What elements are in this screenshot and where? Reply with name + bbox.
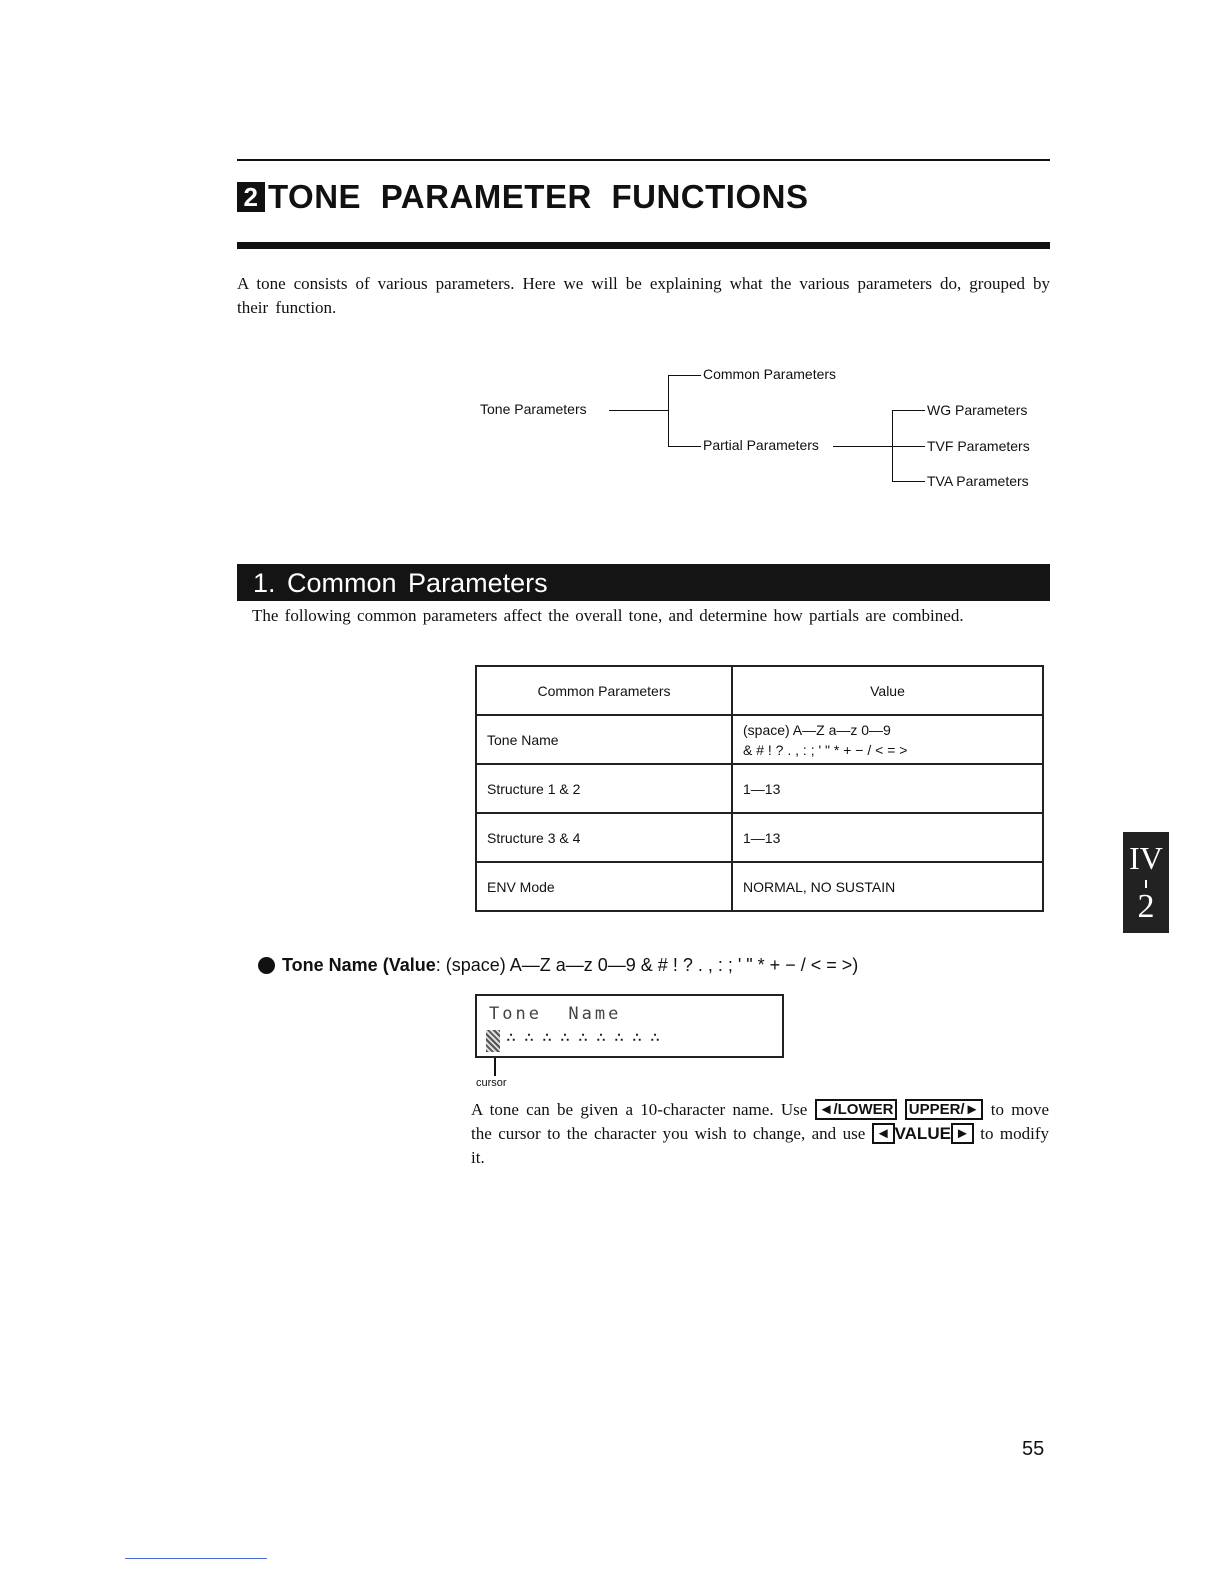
table-header-row <box>476 666 1043 715</box>
table-cell-value: NORMAL, NO SUSTAIN <box>732 862 1043 911</box>
tree-tvf-label: TVF Parameters <box>927 438 1030 454</box>
table-row <box>476 715 1043 764</box>
value-line: & # ! ? . , : ; ' " * + − / < = > <box>743 741 908 758</box>
tree-connector <box>668 375 669 447</box>
lcd-display <box>475 994 784 1058</box>
desc-text: A tone can be given a 10-character name. Use <box>471 1100 808 1119</box>
page-title <box>237 178 808 216</box>
table-cell-value <box>732 715 1043 764</box>
tree-connector <box>609 410 669 411</box>
table-cell-param: Structure 3 & 4 <box>476 813 732 862</box>
lcd-placeholder-char: ∴ <box>650 1030 660 1045</box>
title-underline <box>237 242 1050 249</box>
desc-text: to modify it. <box>471 1124 1049 1167</box>
cursor-pointer-line <box>494 1058 496 1076</box>
page-number: 55 <box>1022 1438 1045 1460</box>
value-button-label: VALUE <box>894 1124 951 1143</box>
lcd-line-1: Tone Name <box>489 1004 622 1024</box>
upper-button[interactable]: UPPER/► <box>905 1099 984 1120</box>
tree-root-label: Tone Parameters <box>480 401 587 417</box>
tone-name-description <box>471 1098 1049 1170</box>
chapter-tab-roman: IV <box>1129 840 1163 876</box>
section-number-badge: 2 <box>237 182 265 212</box>
table-row <box>476 813 1043 862</box>
common-parameters-table <box>475 665 1044 912</box>
lcd-placeholder-char: ∴ <box>614 1030 624 1045</box>
chapter-tab <box>1123 832 1169 933</box>
lcd-placeholder-char: ∴ <box>524 1030 534 1045</box>
lcd-cursor-block <box>486 1030 500 1052</box>
lcd-placeholder-char: ∴ <box>542 1030 552 1045</box>
table-cell-value: 1—13 <box>732 813 1043 862</box>
chapter-tab-number: 2 <box>1137 888 1155 925</box>
lcd-placeholder-char: ∴ <box>632 1030 642 1045</box>
lower-button[interactable]: ◄/LOWER <box>815 1099 898 1120</box>
tone-name-value-prefix: (Value <box>382 955 436 975</box>
table-header-param: Common Parameters <box>476 666 732 715</box>
page-title-text: TONE PARAMETER FUNCTIONS <box>268 178 809 215</box>
tone-name-label: Tone Name <box>282 955 378 975</box>
tree-connector <box>892 410 893 482</box>
tree-connector <box>833 446 925 447</box>
tree-partial-label: Partial Parameters <box>703 437 819 453</box>
section-description: The following common parameters affect the overall tone, and determine how partials are combined. <box>252 606 964 625</box>
tone-name-heading <box>258 955 858 976</box>
tone-name-value-range: : (space) A—Z a—z 0—9 & # ! ? . , : ; ' " * + − / < = >) <box>435 955 859 975</box>
desc-text: to move the cursor to the character you wish to change, and use <box>471 1100 1050 1143</box>
tree-connector <box>892 481 925 482</box>
table-cell-value: 1—13 <box>732 764 1043 813</box>
lcd-placeholder-char: ∴ <box>560 1030 570 1045</box>
top-rule <box>237 159 1050 161</box>
table-row <box>476 764 1043 813</box>
tree-wg-label: WG Parameters <box>927 402 1028 418</box>
tree-common-label: Common Parameters <box>703 366 837 382</box>
tree-connector <box>892 410 925 411</box>
lcd-placeholder-char: ∴ <box>578 1030 588 1045</box>
lcd-placeholder-char: ∴ <box>506 1030 516 1045</box>
table-header-value: Value <box>732 666 1043 715</box>
tree-tva-label: TVA Parameters <box>927 473 1029 489</box>
value-increment-button[interactable]: ► <box>951 1123 974 1144</box>
lcd-line-2 <box>505 1030 661 1046</box>
section-title: 1. Common Parameters <box>253 568 548 598</box>
intro-paragraph: A tone consists of various parameters. Here we will be explaining what the various parameters do, grouped by their function. <box>237 274 1050 317</box>
tree-connector <box>668 375 701 376</box>
cursor-label: cursor <box>476 1077 507 1089</box>
table-cell-param: Tone Name <box>476 715 732 764</box>
table-row <box>476 862 1043 911</box>
chapter-tab-divider <box>1145 880 1147 888</box>
table-cell-param: ENV Mode <box>476 862 732 911</box>
table-cell-param: Structure 1 & 2 <box>476 764 732 813</box>
lcd-placeholder-char: ∴ <box>596 1030 606 1045</box>
tree-connector <box>668 446 701 447</box>
value-line: (space) A—Z a—z 0—9 <box>743 721 891 738</box>
bullet-icon <box>258 957 275 974</box>
bottom-rule <box>125 1558 267 1559</box>
value-decrement-button[interactable]: ◄ <box>872 1123 895 1144</box>
